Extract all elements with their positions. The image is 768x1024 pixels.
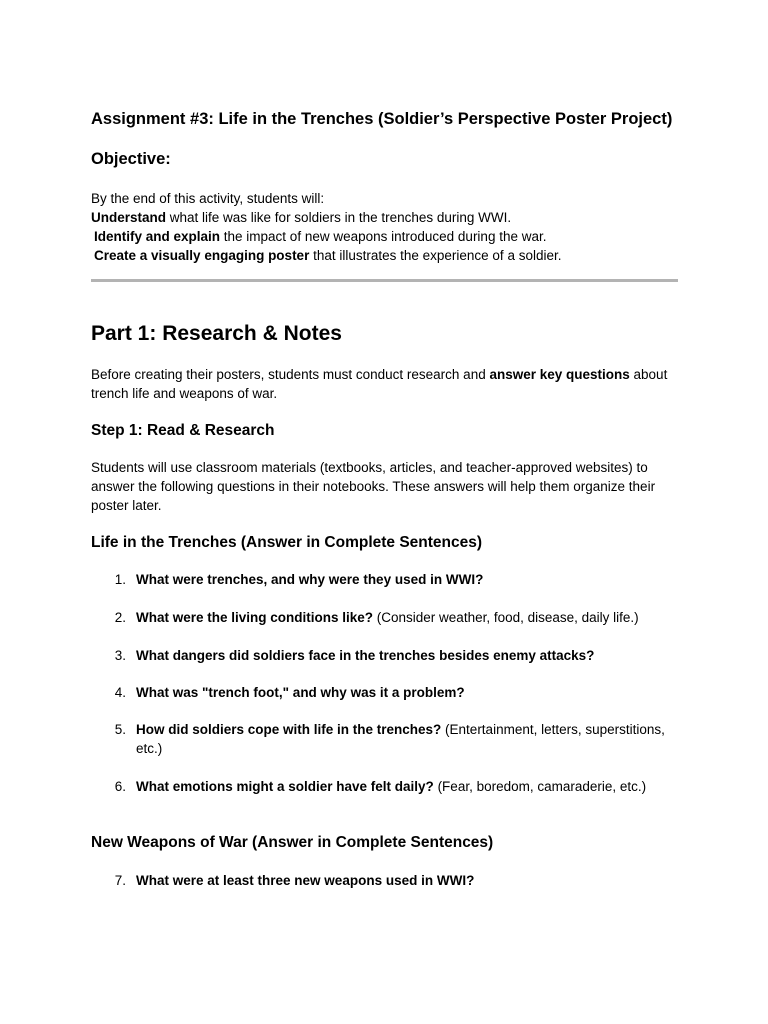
question-number: 6. [114, 779, 126, 794]
question-note: (Consider weather, food, disease, daily life.) [373, 610, 639, 625]
part1-intro-bold: answer key questions [489, 367, 630, 382]
question-number: 4. [114, 685, 126, 700]
question-item [112, 777, 682, 796]
objective-item [91, 227, 561, 246]
question-bold: What were trenches, and why were they used in WWI? [136, 572, 484, 587]
objective-item [91, 246, 561, 265]
question-bold: What dangers did soldiers face in the trenches besides enemy attacks? [136, 648, 595, 663]
objective-item [91, 208, 561, 227]
question-number: 2. [114, 610, 126, 625]
weapons-section-heading: New Weapons of War (Answer in Complete Sentences) [91, 834, 494, 851]
part1-heading: Part 1: Research & Notes [91, 322, 342, 345]
objective-block [91, 189, 561, 265]
question-bold: What was "trench foot," and why was it a problem? [136, 685, 465, 700]
part1-intro-end: about trench life and weapons of war. [91, 367, 668, 401]
question-item [112, 720, 682, 758]
objective-intro: By the end of this activity, students will: [91, 191, 325, 206]
objective-heading: Objective: [91, 150, 171, 168]
horizontal-divider [91, 279, 678, 282]
question-number: 1. [114, 572, 126, 587]
assignment-title: Assignment #3: Life in the Trenches (Soldier’s Perspective Poster Project) [91, 110, 673, 128]
question-number: 7. [114, 873, 126, 888]
question-bold: What were at least three new weapons used in WWI? [136, 873, 475, 888]
question-item [112, 683, 682, 702]
step1-heading: Step 1: Read & Research [91, 422, 275, 439]
question-bold: What were the living conditions like? [136, 610, 374, 625]
objective-item-bold: Identify and explain [94, 229, 221, 244]
question-bold: What emotions might a soldier have felt daily? [136, 779, 434, 794]
question-note: (Fear, boredom, camaraderie, etc.) [433, 779, 647, 794]
objective-item-bold: Understand [91, 210, 167, 225]
objective-item-bold: Create a visually engaging poster [94, 248, 310, 263]
objective-item-text: what life was like for soldiers in the trenches during WWI. [166, 210, 512, 225]
trenches-section-heading: Life in the Trenches (Answer in Complete Sentences) [91, 534, 483, 551]
question-number: 5. [114, 722, 126, 737]
step1-text: Students will use classroom materials (textbooks, articles, and teacher-approved websites) to answer the following questions in their notebooks. These answers will help them organize their poster later. [91, 460, 656, 513]
objective-item-text: the impact of new weapons introduced during the war. [220, 229, 547, 244]
question-item [112, 871, 682, 890]
objective-item-text: that illustrates the experience of a soldier. [309, 248, 562, 263]
part1-intro [91, 365, 691, 403]
question-item [112, 608, 682, 627]
question-bold: How did soldiers cope with life in the trenches? [136, 722, 442, 737]
question-item [112, 570, 682, 589]
question-item [112, 646, 682, 665]
part1-intro-text: Before creating their posters, students must conduct research and [91, 367, 490, 382]
question-number: 3. [114, 648, 126, 663]
question-note: (Entertainment, letters, superstitions, etc.) [136, 722, 665, 756]
